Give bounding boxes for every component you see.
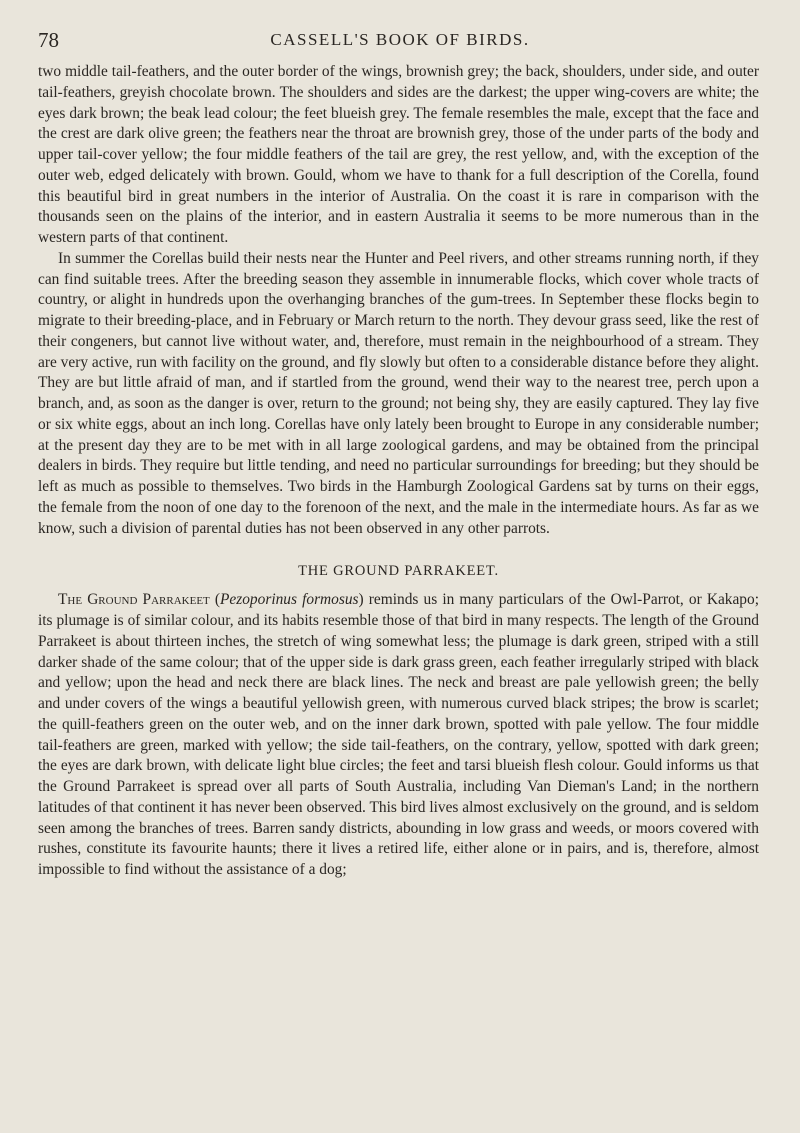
- scientific-name: Pezoporinus formosus: [220, 591, 359, 609]
- paragraph-corella-description: two middle tail-feathers, and the outer border of the wings, brownish grey; the back, shoulders, under side, and outer tail-feathers, greyish chocolate brown. The shoulders and sides are the darkest; the upper wing-covers are white; the eyes dark brown; the beak lead colour; the feet blueish grey. The female resembles the male, except that the face and the crest are dark olive green; the feathers near the throat are brownish grey, those of the under parts of the body and upper tail-cover yellow; the four middle feathers of the tail are grey, the rest yellow, and, with the exception of the outer web, edged delicately with brown. Gould, whom we have to thank for a full description of the Corella, found this beautiful bird in great numbers in the interior of Australia. On the coast it is rare in comparison with the thousands seen on the plains of the interior, and in eastern Australia it seems to be more numerous than in the western parts of that continent.: [38, 63, 759, 246]
- species-lead-name: The Ground Parrakeet: [58, 591, 210, 609]
- paragraph-body: ) reminds us in many particulars of the Owl-Parrot, or Kakapo; its plumage is of similar colour, and its habits resemble those of that bird in many respects. The length of the Ground Parrakeet is about thirteen inches, the stretch of wing somewhat less; the plumage is dark green, striped with a still darker shade of the same colour; that of the upper side is dark grass green, each feather irregularly striped with black and yellow; upon the head and neck there are black lines. The neck and breast are pale yellowish green; the belly and under covers of the wings a beautiful yellowish green, with numerous curved black stripes; the brow is scarlet; the quill-feathers green on the outer web, and on the inner dark brown, spotted with pale yellow. The four middle tail-feathers are green, marked with yellow; the side tail-feathers, on the contrary, yellow, spotted with dark green; the eyes are dark brown, with delicate light blue circles; the feet and tarsi blueish flesh colour. Gould informs us that the Ground Parrakeet is spread over all parts of South Australia, including Van Dieman's Land; in the northern latitudes of that continent it has never been observed. This bird lives almost exclusively on the ground, and is seldom seen among the branches of trees. Barren sandy districts, abounding in low grass and weeds, or moors covered with rushes, constitute its favourite haunts; there it lives a retired life, either alone or in pairs, and is, therefore, almost impossible to find without the assistance of a dog;: [38, 591, 759, 878]
- running-title: CASSELL'S BOOK OF BIRDS.: [270, 30, 530, 49]
- section-heading: THE GROUND PARRAKEET.: [298, 563, 499, 580]
- paragraph-corella-habits: In summer the Corellas build their nests near the Hunter and Peel rivers, and other streams running north, if they can find suitable trees. After the breeding season they assemble in innumerable flocks, which cover whole tracts of country, or alight in hundreds upon the overhanging branches of the gum-trees. In September these flocks begin to migrate to their breeding-place, and in February or March return to the north. They devour grass seed, like the rest of their congeners, but cannot live without water, and, therefore, must remain in the neighbourhood of a stream. They are very active, run with facility on the ground, and fly slowly but often to a considerable distance before they alight. They are but little afraid of man, and if startled from the ground, wend their way to the nearest tree, perch upon a branch, and, as soon as the danger is over, return to the ground; not being shy, they are easily captured. They lay five or six white eggs, about an inch long. Corellas have only lately been brought to Europe in any considerable number; at the present day they are to be met with in all large zoological gardens, and may be obtained from the principal dealers in birds. They require but little tending, and need no particular surroundings for breeding; but they should be left as much as possible to themselves. Two birds in the Hamburgh Zoological Gardens sat by turns on their eggs, the female from the noon of one day to the forenoon of the next, and the male in the intermediate hours. As far as we know, such a division of parental duties has not been observed in any other parrots.: [38, 249, 759, 537]
- page-number: 78: [38, 28, 59, 52]
- paragraph-ground-parrakeet: [38, 590, 759, 881]
- body-text: [38, 62, 759, 881]
- running-head: [38, 28, 762, 56]
- open-paren: (: [209, 591, 221, 609]
